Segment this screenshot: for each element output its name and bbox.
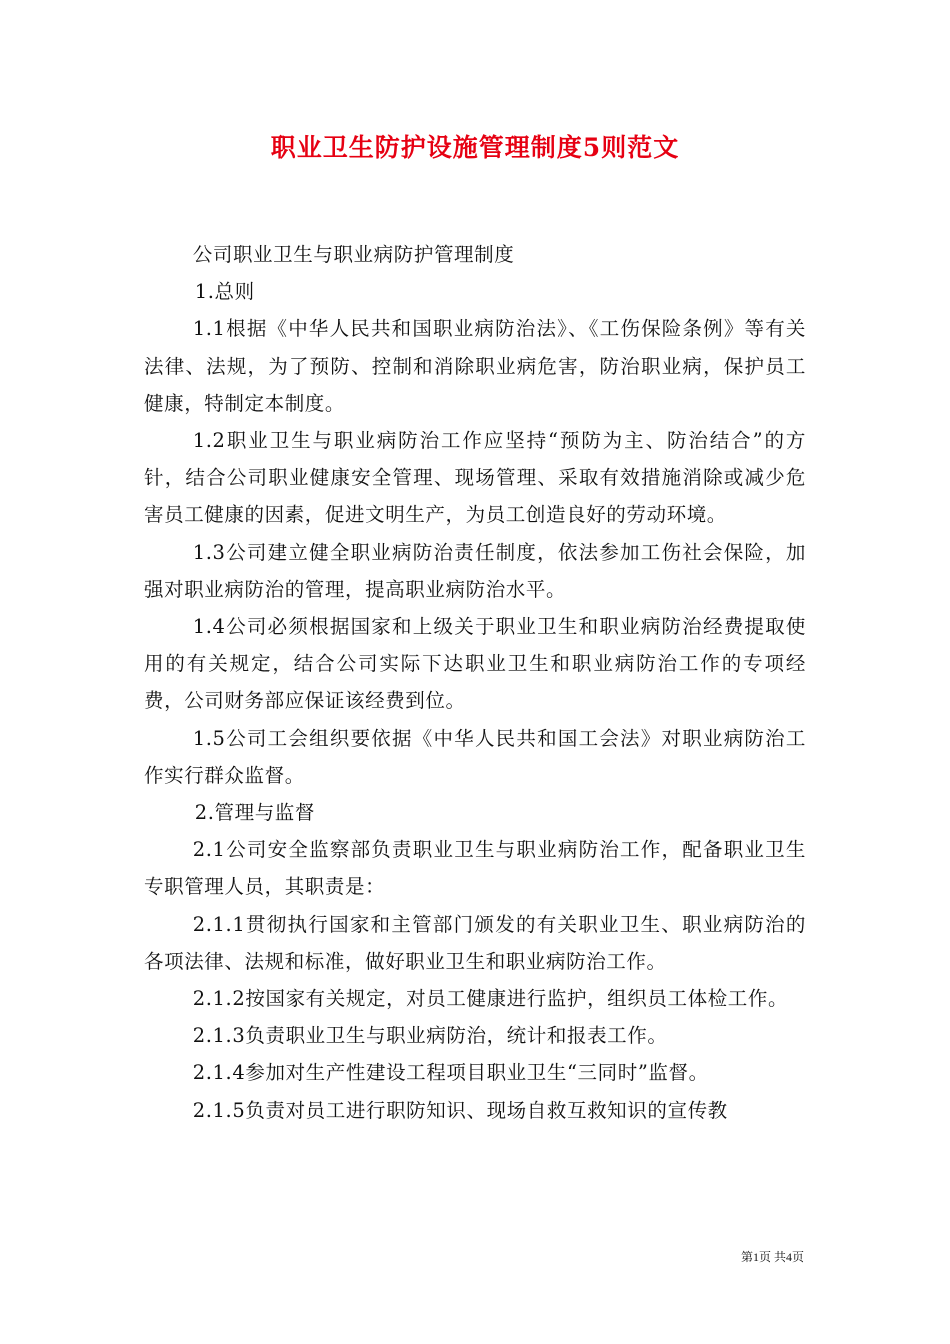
section-heading: 1.总则 [194,280,255,304]
paragraph: 公司职业卫生与职业病防护管理制度 [192,243,515,266]
paragraph: 2.1.5负责对员工进行职防知识、现场自救互救知识的宣传教 [192,1098,728,1122]
paragraph: 1.1根据《中华人民共和国职业病防治法》、《工伤保险条例》等有关法律、法规，为了预防、控制和消除职业病危害，防治职业病，保护员工健康，特制定本制度。 [144,317,806,415]
section-heading: 2.管理与监督 [194,801,315,825]
document-body [144,236,806,1129]
paragraph: 2.1.2按国家有关规定，对员工健康进行监护，组织员工体检工作。 [192,987,789,1011]
page-number: 第1页 共4页 [740,1250,804,1264]
paragraph: 1.4公司必须根据国家和上级关于职业卫生和职业病防治经费提取使用的有关规定，结合公司实际下达职业卫生和职业病防治工作的专项经费，公司财务部应保证该经费到位。 [144,615,806,713]
document-title: 职业卫生防护设施管理制度5则范文 [270,133,680,162]
paragraph: 2.1.1贯彻执行国家和主管部门颁发的有关职业卫生、职业病防治的各项法律、法规和标准，做好职业卫生和职业病防治工作。 [144,912,806,973]
paragraph: 1.5公司工会组织要依据《中华人民共和国工会法》对职业病防治工作实行群众监督。 [144,726,806,787]
paragraph: 2.1.3负责职业卫生与职业病防治，统计和报表工作。 [192,1024,668,1048]
paragraph: 1.2职业卫生与职业病防治工作应坚持“预防为主、防治结合”的方针，结合公司职业健康安全管理、现场管理、采取有效措施消除或减少危害员工健康的因素，促进文明生产，为员工创造良好的劳动环境。 [144,429,806,527]
paragraph: 1.3公司建立健全职业病防治责任制度，依法参加工伤社会保险，加强对职业病防治的管理，提高职业病防治水平。 [144,540,806,601]
paragraph: 2.1.4参加对生产性建设工程项目职业卫生“三同时”监督。 [192,1061,709,1085]
paragraph: 2.1公司安全监察部负责职业卫生与职业病防治工作，配备职业卫生专职管理人员，其职责是： [144,838,806,899]
